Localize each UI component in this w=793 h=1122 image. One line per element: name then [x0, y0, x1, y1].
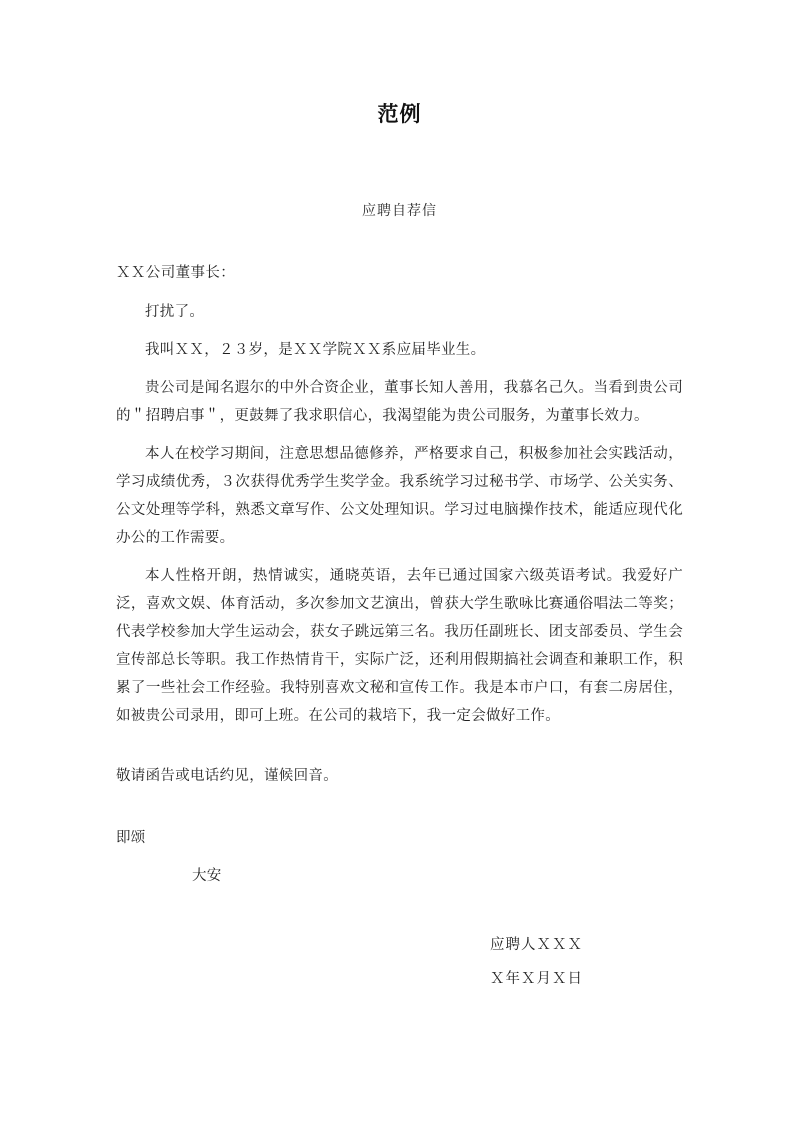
body-paragraph-4: 本人在校学习期间，注意思想品德修养，严格要求自己，积极参加社会实践活动，学习成绩优秀，３次获得优秀学生奖学金。我系统学习过秘书学、市场学、公关实务、公文处理等学科，熟悉文章写作、公文处理知识。学习过电脑操作技术，能适应现代化办公的工作需要。: [116, 445, 683, 546]
body-paragraph-5: 本人性格开朗，热情诚实，通晓英语，去年已通过国家六级英语考试。我爱好广泛，喜欢文娱、体育活动，多次参加文艺演出，曾获大学生歌咏比赛通俗唱法二等奖；代表学校参加大学生运动会，获女子跳远第三名。我历任副班长、团支部委员、学生会宣传部总长等职。我工作热情肯干，实际广泛，还利用假期搞社会调查和兼职工作，积累了一些社会工作经验。我特别喜欢文秘和宣传工作。我是本市户口，有套二房居住，如被贵公司录用，即可上班。在公司的栽培下，我一定会做好工作。: [116, 567, 683, 724]
salutation-line: ＸＸ公司董事长：: [116, 265, 236, 282]
body-paragraph-3: 贵公司是闻名遐尔的中外合资企业，董事长知人善用，我慕名己久。当看到贵公司的＂招聘启事＂，更鼓舞了我求职信心，我渴望能为贵公司服务，为董事长效力。: [116, 379, 683, 424]
closing-block: [116, 730, 683, 790]
salute-word-primary: 即颂: [116, 829, 146, 846]
signature-name: 应聘人ＸＸＸ: [490, 936, 583, 953]
signature-block: [116, 890, 683, 996]
body-paragraph-1: 打扰了。: [145, 303, 205, 320]
document-subtitle: 应聘自荐信: [362, 204, 437, 220]
salute-word-secondary: 大安: [192, 867, 222, 884]
signature-date: Ｘ年Ｘ月Ｘ日: [490, 970, 583, 987]
closing-request-line: 敬请函告或电话约见，谨候回音。: [116, 767, 338, 784]
document-content: [116, 0, 683, 996]
page-title: 范例: [377, 102, 422, 126]
body-paragraph-2: 我叫ＸＸ，２３岁，是ＸＸ学院ＸＸ系应届毕业生。: [145, 341, 486, 358]
